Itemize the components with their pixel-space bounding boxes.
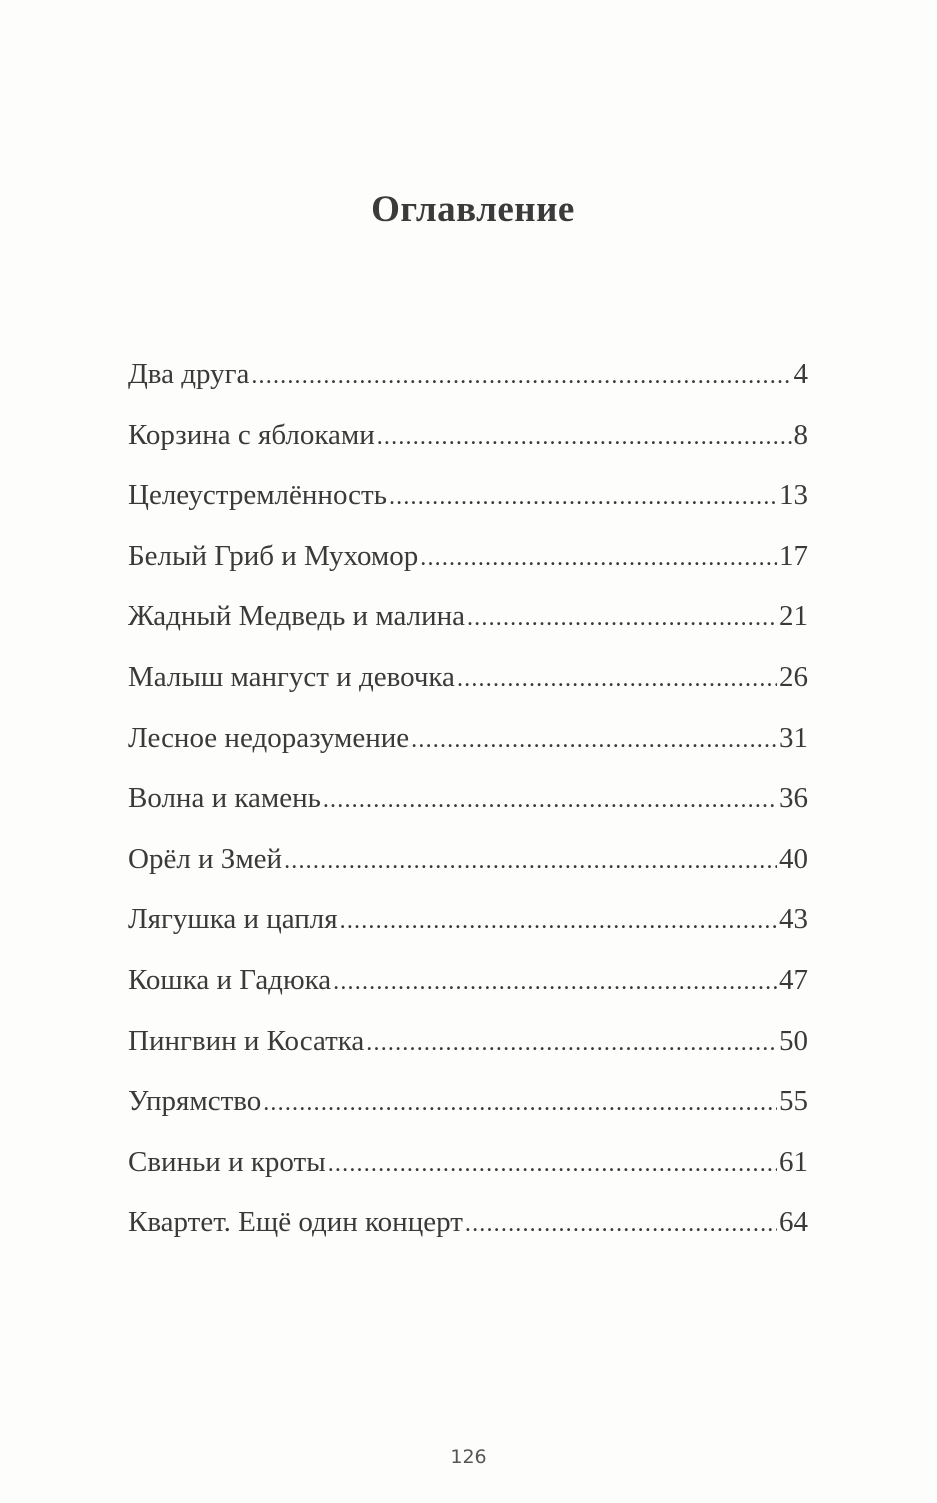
toc-entry (128, 722, 808, 783)
toc-entry (128, 782, 808, 843)
toc-entry-page: 47 (779, 963, 808, 996)
toc-entry-page: 4 (793, 358, 808, 390)
toc-entry-title: Лесное недоразумение (128, 721, 410, 754)
toc-entry-page: 31 (779, 721, 808, 754)
toc-entry-page: 55 (779, 1085, 808, 1118)
toc-entry-title: Орёл и Змей (128, 842, 283, 875)
toc-entry (128, 600, 808, 661)
dot-leader (420, 545, 777, 572)
toc-entry-page: 64 (779, 1206, 808, 1239)
toc-entry-page: 8 (793, 418, 808, 451)
toc-entry-title: Целеустремлённость (128, 479, 387, 512)
page-number: 126 (450, 1446, 487, 1468)
toc-entry-title: Два друга (128, 358, 250, 390)
toc-entry-page: 17 (779, 539, 808, 572)
toc-entry (128, 964, 808, 1025)
toc-entry (128, 1206, 808, 1267)
toc-entry (128, 1085, 808, 1146)
toc-entry-page: 21 (779, 600, 808, 633)
toc-entry-page: 26 (779, 660, 808, 693)
toc-entry-page: 13 (779, 479, 808, 512)
toc-entry-title: Квартет. Ещё один концерт (128, 1206, 463, 1239)
dot-leader (411, 727, 777, 754)
toc-entry (128, 540, 808, 601)
dot-leader (467, 605, 777, 632)
toc-entry-title: Корзина с яблоками (128, 418, 375, 451)
toc-entry (128, 479, 808, 540)
dot-leader (323, 787, 777, 814)
toc-entry-page: 36 (779, 782, 808, 815)
table-of-contents (128, 358, 808, 1267)
toc-entry-page: 40 (779, 842, 808, 875)
dot-leader (328, 1151, 777, 1178)
dot-leader (389, 484, 777, 511)
dot-leader (465, 1211, 777, 1238)
toc-entry (128, 1025, 808, 1086)
page-title: Оглавление (371, 189, 575, 230)
toc-entry-page: 50 (779, 1024, 808, 1057)
toc-entry-title: Волна и камень (128, 782, 321, 815)
dot-leader (377, 424, 792, 451)
dot-leader (333, 969, 777, 996)
dot-leader (263, 1090, 777, 1117)
dot-leader (457, 666, 777, 693)
dot-leader (251, 363, 791, 390)
toc-entry (128, 358, 808, 419)
toc-entry-title: Белый Гриб и Мухомор (128, 539, 419, 572)
toc-entry-title: Малыш мангуст и девочка (128, 660, 455, 693)
toc-entry (128, 419, 808, 480)
toc-entry (128, 903, 808, 964)
toc-entry-title: Свиньи и кроты (128, 1145, 326, 1178)
toc-entry (128, 843, 808, 904)
toc-entry-title: Пингвин и Косатка (128, 1024, 365, 1057)
toc-entry (128, 661, 808, 722)
dot-leader (366, 1030, 777, 1057)
dot-leader (284, 848, 777, 875)
dot-leader (340, 908, 777, 935)
toc-entry-title: Кошка и Гадюка (128, 963, 332, 996)
toc-entry-title: Жадный Медведь и малина (128, 600, 465, 633)
toc-entry-page: 61 (779, 1145, 808, 1178)
toc-entry-title: Упрямство (128, 1085, 262, 1118)
toc-entry-title: Лягушка и цапля (128, 903, 338, 936)
toc-entry (128, 1146, 808, 1207)
toc-entry-page: 43 (779, 903, 808, 936)
